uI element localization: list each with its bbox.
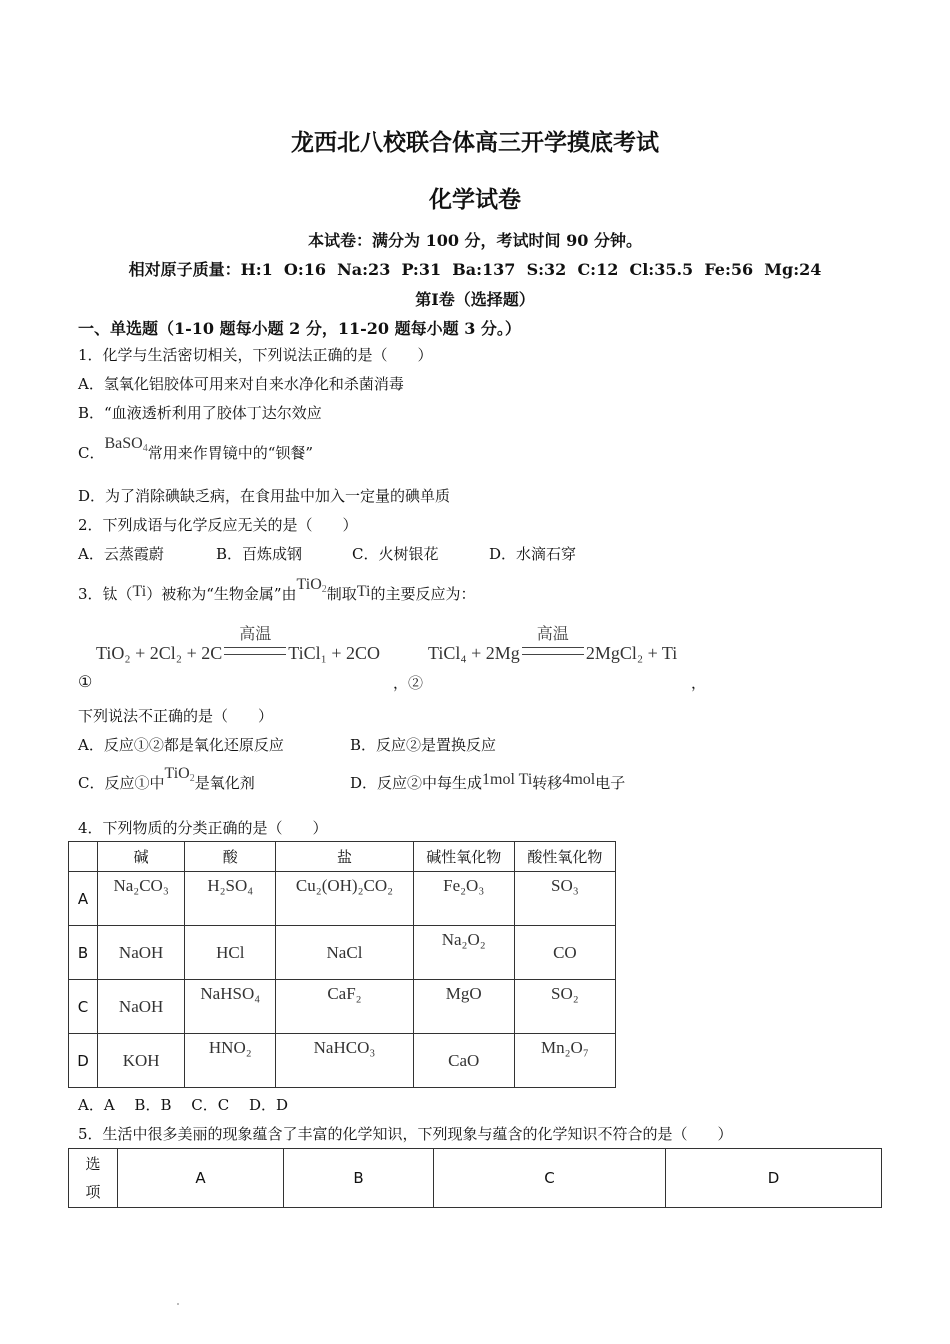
table-cell: SO₃ [514,872,615,926]
row-label: B [69,926,98,980]
q1-stem: 1．化学与生活密切相关，下列说法正确的是（ ） [78,346,433,364]
q1-formula-main: BaSO [104,435,143,452]
table-row [69,980,616,1034]
q5-option-header-bottom: 项 [85,1183,101,1201]
table-cell: NaOH [98,926,185,980]
q2-option-b: B．百炼成钢 [216,545,303,563]
table-header-cell: 盐 [276,842,413,872]
q3-equation-2 [428,624,678,664]
q3-option-d-part2: 转移 [532,774,563,792]
q3-eq1-arrow [224,624,286,655]
q3-option-d-part1: D．反应②中每生成 [350,774,483,792]
q5-col-c: C [434,1149,666,1208]
table-cell: NaCl [276,926,413,980]
q3-eq1-right: TiCl₁ + 2CO [288,643,381,663]
q1-option-a: A．氢氧化铝胶体可用来对自来水净化和杀菌消毒 [78,375,404,393]
table-cell: Cu₂(OH)₂CO₂ [276,872,413,926]
q3-equation-1 [96,624,381,664]
q3-stem-part4: 的主要反应为： [370,585,476,603]
table-cell: Fe₂O₃ [413,872,514,926]
q3-separator: ，② [393,674,424,692]
q5-table [68,1148,882,1208]
q2-stem: 2．下列成语与化学反应无关的是（ ） [78,516,358,534]
q3-stem-part3: 制取 [326,585,357,603]
q1-formula-sub: 4 [142,443,148,454]
section-heading: 一、单选题（1-10 题每小题 2 分，11-20 题每小题 3 分。） [78,319,521,338]
q4-stem: 4．下列物质的分类正确的是（ ） [78,819,328,837]
table-header-cell: 碱性氧化物 [413,842,514,872]
q3-option-a: A．反应①②都是氧化还原反应 [78,736,284,754]
table-row [69,872,616,926]
table-cell: HNO₂ [185,1034,276,1088]
table-cell: NaOH [98,980,185,1034]
q4-options: A．A B．B C．C D．D [78,1096,289,1114]
exam-title: 龙西北八校联合体高三开学摸底考试 [291,129,659,156]
q3-option-d [350,772,625,793]
table-header-row [69,842,616,872]
q3-option-d-mol: 1mol Ti [482,771,533,788]
q3-tio2-formula [297,576,327,593]
q3-tio2-sub: 2 [321,584,327,595]
q3-option-c-formula-main: TiO [164,765,190,782]
q3-ti-symbol: Ti [132,583,147,600]
table-header-row [69,1149,882,1208]
q5-col-d: D [666,1149,882,1208]
q3-option-c-part1: C．反应①中 [78,774,165,792]
row-label: A [69,872,98,926]
q1-option-c-prefix: C． [78,444,105,462]
table-cell: CaO [413,1034,514,1088]
q3-eq2-condition: 高温 [536,624,569,643]
table-row [69,1034,616,1088]
table-header-cell: 酸 [185,842,276,872]
q1-option-c-text: 常用来作胃镜中的“钡餐” [147,444,314,462]
q5-col-a: A [118,1149,284,1208]
table-cell: Na₂CO₃ [98,872,185,926]
volume-title: 第Ⅰ卷（选择题） [415,290,535,309]
q3-option-c-formula-sub: 2 [189,773,195,784]
q2-option-c: C．火树银花 [352,545,439,563]
q5-option-header-top: 选 [85,1155,101,1173]
q3-stem-part1: 3．钛（ [78,585,133,603]
q2-option-a: A．云蒸霞蔚 [78,545,164,563]
table-header-cell: 碱 [98,842,185,872]
table-cell: MgO [413,980,514,1034]
q3-option-d-4mol: 4mol [562,771,596,788]
q3-eq2-arrow [522,624,584,655]
q3-mark-1: ① [78,672,93,691]
table-cell: CO [514,926,615,980]
page-speck [177,1303,179,1305]
q1-option-d: D．为了消除碘缺乏病，在食用盐中加入一定量的碘单质 [78,487,451,505]
table-cell: NaHCO₃ [276,1034,413,1088]
q5-col-b: B [284,1149,434,1208]
table-row [69,926,616,980]
table-cell: SO₂ [514,980,615,1034]
q3-option-c-part2: 是氧化剂 [194,774,255,792]
q2-option-d: D．水滴石穿 [489,545,577,563]
q3-eq1-left: TiO₂ + 2Cl₂ + 2C [96,643,223,663]
q3-option-c-formula [164,765,194,782]
table-cell: HCl [185,926,276,980]
q1-option-b: B．“血液透析利用了胶体丁达尔效应 [78,404,322,422]
q4-classification-table [68,841,616,1088]
q1-option-c [78,435,314,464]
q1-formula [104,435,147,452]
exam-info: 本试卷：满分为 100 分，考试时间 90 分钟。 [308,231,642,250]
row-label: D [69,1034,98,1088]
table-header-cell [69,842,98,872]
table-cell: Mn₂O₇ [514,1034,615,1088]
table-cell: CaF₂ [276,980,413,1034]
row-label: C [69,980,98,1034]
q3-stem [78,576,476,605]
table-cell: H₂SO₄ [185,872,276,926]
q3-option-b: B．反应②是置换反应 [350,736,497,754]
q5-stem: 5．生活中很多美丽的现象蕴含了丰富的化学知识，下列现象与蕴含的化学知识不符合的是（ ） [78,1125,733,1143]
q5-option-header [69,1149,118,1208]
q3-ask: 下列说法不正确的是（ ） [78,707,274,725]
q3-tio2-main: TiO [296,576,322,593]
exam-subtitle: 化学试卷 [429,186,521,213]
table-cell: NaHSO₄ [185,980,276,1034]
table-cell: KOH [98,1034,185,1088]
q3-option-d-part3: 电子 [595,774,626,792]
atomic-mass: 相对原子质量：H:1 O:16 Na:23 P:31 Ba:137 S:32 C:12 Cl:35.5 Fe:56 Mg:24 [128,260,822,279]
q3-eq2-right: 2MgCl₂ + Ti [585,643,678,663]
q3-end-mark: ， [691,674,707,692]
q3-option-c [78,765,255,794]
q3-stem-part2: ）被称为“生物金属”由 [146,585,297,603]
q3-eq2-left: TiCl₄ + 2Mg [428,643,520,663]
q3-eq1-condition: 高温 [239,624,272,643]
table-header-cell: 酸性氧化物 [514,842,615,872]
table-cell: Na₂O₂ [413,926,514,980]
q3-ti-symbol-2: Ti [356,583,371,600]
